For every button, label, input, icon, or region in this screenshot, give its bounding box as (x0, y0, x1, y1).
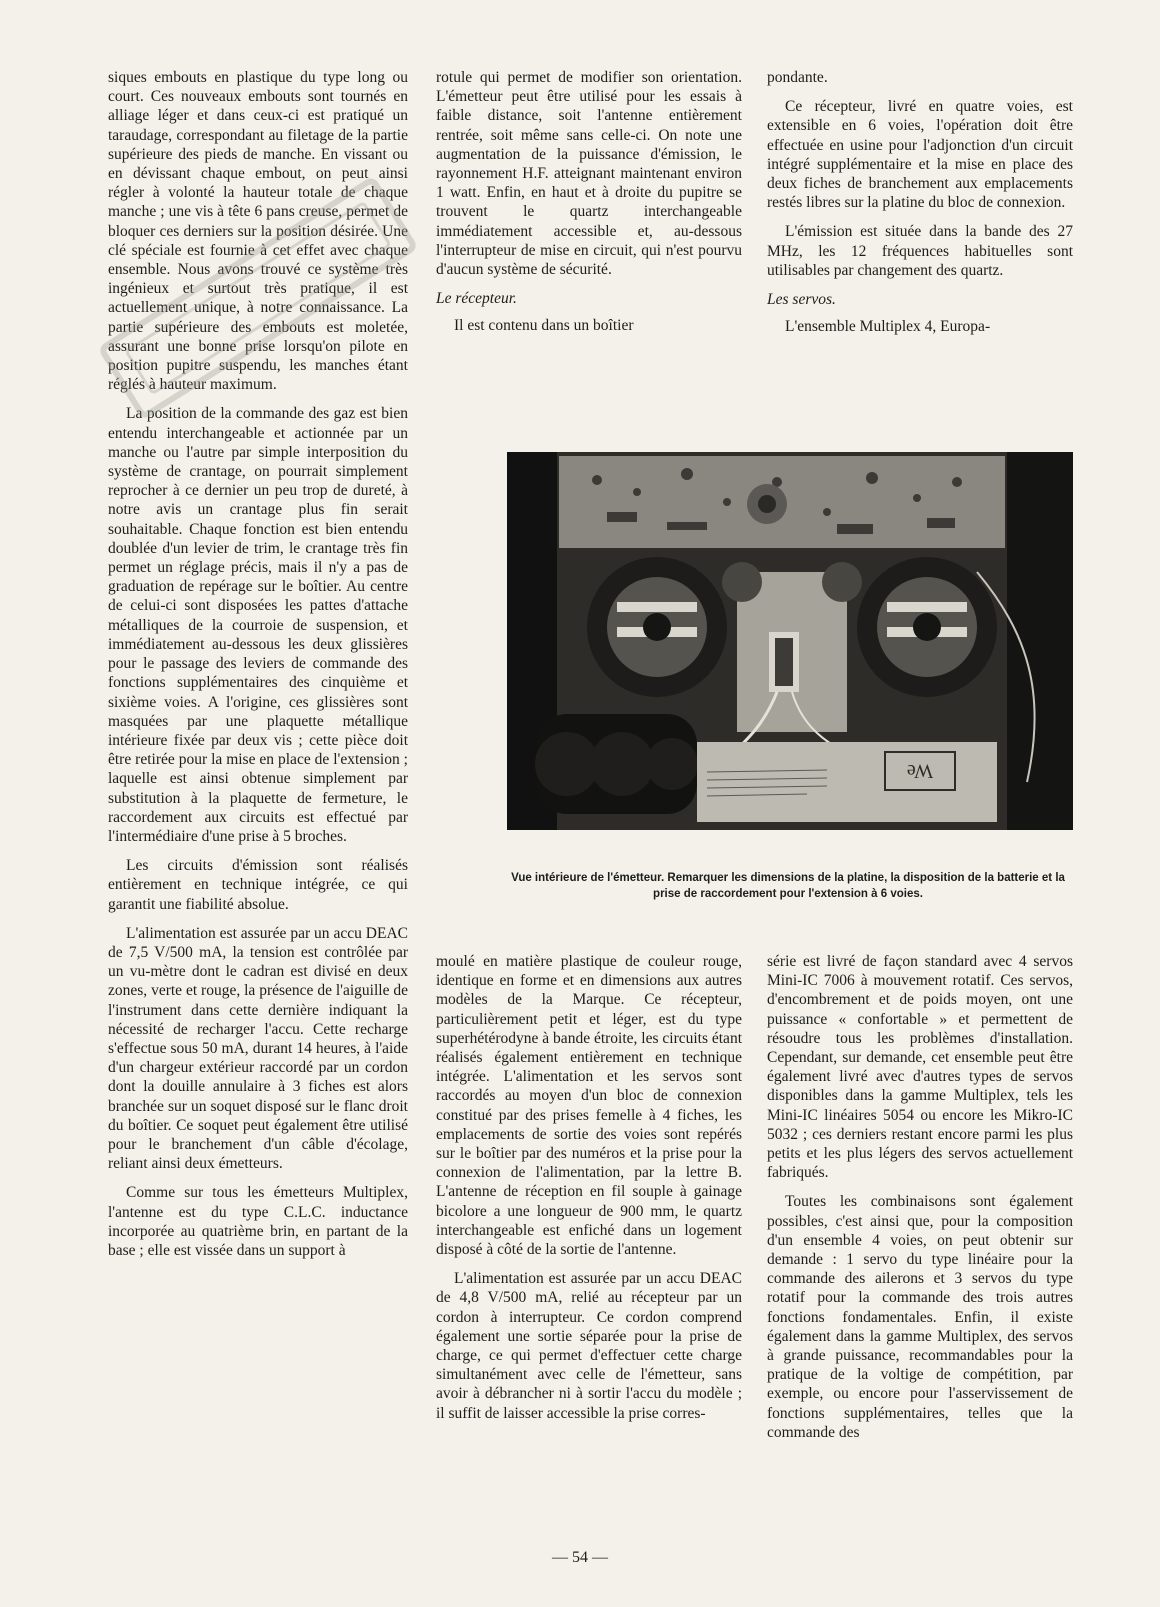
plate-marking: We (906, 760, 934, 782)
paragraph: L'émission est située dans la bande des 27 MHz, les 12 fréquences habituelles sont utilisables par changement des quartz. (767, 223, 1073, 279)
paragraph: L'alimentation est assurée par un accu DEAC de 7,5 V/500 mA, la tension est contrôlée par un vu-mètre dont le cadran est divisé en deux zones, verte et rouge, la présence de l'aiguille de l'instrument dans cette dernière indiquant la nécessité de recharger l'accu. Cette recharge s'effectue sous 50 mA, durant 14 heures, à l'aide d'un chargeur extérieur raccordé par un cordon dont la douille annulaire à 3 fiches est alors branchée sur un soquet disposé sur le flanc droit du boîtier. Ce soquet peut également être utilisé pour le branchement d'un câble d'écolage, reliant ainsi deux émetteurs. (108, 924, 408, 1173)
column-3-top (767, 68, 1073, 346)
paragraph: Ce récepteur, livré en quatre voies, est extensible en 6 voies, l'opération doit être effectuée en usine pour l'adjonction d'un circuit intégré supplémentaire et la mise en place des deux fiches de branchement aux emplacements restés libres sur la platine du bloc de connexion. (767, 98, 1073, 212)
figure-caption: Vue intérieure de l'émetteur. Remarquer les dimensions de la platine, la disposition de la batterie et la prise de raccordement pour l'extension à 6 voies. (511, 872, 1065, 900)
transmitter-interior-photo (507, 452, 1073, 830)
column-2-bottom (436, 952, 742, 1433)
paragraph: siques embouts en plastique du type long ou court. Ces nouveaux embouts sont tournés en alliage léger et dans ceux-ci est pratiqué un taraudage, correspondant au filetage de la partie supérieure des pieds de manche. En vissant ou en dévissant chaque embout, on peut ainsi régler à volonté la hauteur totale de chaque manche ; une vis à tête 6 pans creuse, permet de bloquer ces derniers sur la position désirée. Une clé spéciale est fournie à cet effet avec chaque ensemble. Nous avons trouvé ce système très ingénieux et surtout très pratique, il est actuellement unique, à notre connaissance. La partie supérieure des embouts est moletée, assurant une bonne prise lorsqu'on pilote en position pupitre suspendu, les manches étant réglés à hauteur maximum. (108, 69, 408, 394)
paragraph: Toutes les combinaisons sont également possibles, c'est ainsi que, pour la composition d'un ensemble 4 voies, on peut obtenir sur demande : 1 servo du type linéaire pour la commande des ailerons et 3 servos du type rotatif pour la commande des trois autres fonctions fondamentales. Enfin, il existe également dans la gamme Multiplex, des servos à grande puissance, recommandables pour la pratique de la voltige de compétition, par exemple, ou encore pour l'asservissement de fonctions supplémentaires, telles que la commande des (767, 1193, 1073, 1441)
paragraph: Il est contenu dans un boîtier (454, 317, 634, 335)
paragraph: Comme sur tous les émetteurs Multiplex, l'antenne est du type C.L.C. inductance incorporée au quatrième brin, en partant de la base ; elle est vissée dans un support à (108, 1184, 408, 1259)
column-1 (108, 68, 408, 1270)
section-heading-servos: Les servos. (767, 291, 836, 309)
section-heading-recepteur: Le récepteur. (436, 290, 517, 308)
paragraph: pondante. (767, 69, 828, 86)
paragraph: La position de la commande des gaz est bien entendu interchangeable et actionnée par un manche ou l'autre par simple interposition du système de crantage, on pourrait simplement reprocher à ce dernier un peu trop de dureté, à notre avis un crantage plus fin serait souhaitable. Chaque fonction est bien entendu doublée d'un levier de trim, le crantage très fin permet un réglage précis, mais il n'y a pas de graduation de repérage sur le boîtier. Au centre de celui-ci sont disposées les pattes d'attache métalliques de la courroie de suspension, et immédiatement au-dessous les deux glissières pour le passage des leviers de commande des fonctions supplémentaires des cinquième et sixième voies. A l'origine, ces glissières sont masquées par une plaquette métallique intérieure fixée par deux vis ; cette pièce doit être retirée pour la mise en place de l'extension ; laquelle est ainsi obtenue simplement par substitution à la plaquette de fermeture, le raccordement aux circuits est effectué par l'intermédiaire d'une prise à 5 broches. (108, 405, 408, 845)
paragraph: série est livré de façon standard avec 4 servos Mini-IC 7006 à mouvement rotatif. Ces servos, d'encombrement et de poids moyen, ont une puissance « confortable » et permettent de résoudre tous les problèmes d'installation. Cependant, sur demande, cet ensemble peut être également livré avec d'autres types de servos disponibles dans la gamme Multiplex, tels les Mini-IC linéaires 5054 ou encore les Mikro-IC 5032 ; ces derniers restant encore parmi les plus petits et les plus légers des servos actuellement fabriqués. (767, 953, 1073, 1182)
column-3-bottom (767, 952, 1073, 1452)
paragraph: L'ensemble Multiplex 4, Europa- (785, 318, 991, 336)
paragraph: moulé en matière plastique de couleur rouge, identique en forme et en dimensions aux autres modèles de la Marque. Ce récepteur, particulièrement petit et léger, est du type superhétérodyne à bande étroite, les circuits étant réalisés également entièrement en technique intégrée. L'alimentation et les servos sont raccordés au moyen d'un bloc de connexion constitué par des prises femelle à 4 fiches, les emplacements de sortie des voies sont repérés sur le boîtier par des numéros et la prise pour la connexion de l'alimentation, par la lettre B. L'antenne de réception en fil souple à gainage bicolore a une longueur de 900 mm, le quartz interchangeable est enfiché dans un logement disposé à côté de la sortie de l'antenne. (436, 953, 742, 1259)
column-2-top (436, 68, 742, 346)
page-number: — 54 — (552, 1549, 608, 1566)
paragraph: Les circuits d'émission sont réalisés entièrement en technique intégrée, ce qui garantit une fiabilité absolue. (108, 857, 408, 913)
paragraph: L'alimentation est assurée par un accu DEAC de 4,8 V/500 mA, relié au récepteur par un cordon à interrupteur. Ce cordon comprend également une sortie séparée pour la prise de charge, ce qui permet d'effectuer cette charge simultanément avec celle de l'émetteur, sans avoir à débrancher ni à sortir l'accu du modèle ; il suffit de laisser accessible la prise corres- (436, 1270, 742, 1422)
paragraph: rotule qui permet de modifier son orientation. L'émetteur peut être utilisé pour les essais à faible distance, soit l'antenne entièrement rentrée, soit même sans celle-ci. On note une augmentation de la puissance d'émission, le rayonnement H.F. atteignant maintenant environ 1 watt. Enfin, en haut et à droite du pupitre se trouvent le quartz interchangeable immédiatement accessible et, au-dessous l'interrupteur de mise en circuit, qui n'est pourvu d'aucun système de sécurité. (436, 69, 742, 279)
